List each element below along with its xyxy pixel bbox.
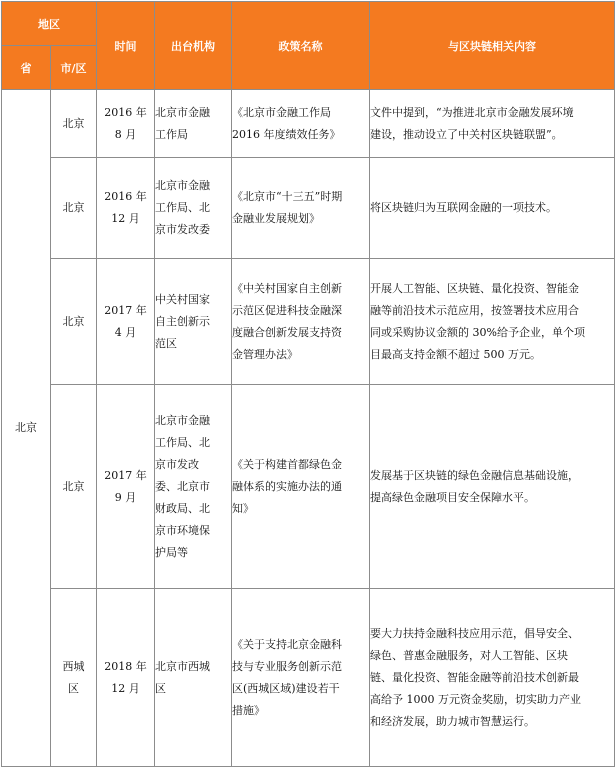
agency-text: 北京市金融 工作局、北 京市发改 委、北京市 财政局、北 京市环境保 护局等 [155,413,210,559]
agency-text: 中关村国家 自主创新示 范区 [155,292,210,350]
content-text: 开展人工智能、区块链、量化投资、智能金 融等前沿技术示范应用，按签署技术应用合 同或采购协议金额的 30%给予企业，单个项 目最高支持金额不超过 500 万元。 [370,281,585,361]
content-cell [370,90,615,158]
policy-text: 《北京市“十三五”时期 金融业发展规划》 [232,190,343,225]
time-text: 2018 年 12 月 [104,659,147,695]
policy-cell [232,385,370,589]
policy-text: 《中关村国家自主创新 示范区促进科技金融深 度融合创新发展支持资 金管理办法》 [232,281,342,361]
policy-text: 《关于支持北京金融科 技与专业服务创新示范 区(西城区域)建设若干 措施》 [232,637,342,717]
table-row [2,589,615,767]
content-text: 要大力扶持金融科技应用示范，倡导安全、 绿色、普惠金融服务，对人工智能、区块 链、量化投资、智能金融等前沿技术创新最 高给予 1000 万元资金奖励，切实助力产业 和经济发展，助力城市智慧运行。 [370,626,581,728]
header-row [2,2,615,46]
content-text: 文件中提到，“为推进北京市金融发展环境 建设，推动设立了中关村区块链联盟”。 [370,105,574,141]
city-cell: 北京 [51,385,97,589]
header-region: 地区 [2,2,97,46]
city-cell: 北京 [51,259,97,385]
header-city: 市/区 [51,46,97,90]
time-cell [97,385,155,589]
table-row [2,158,615,259]
content-cell [370,385,615,589]
time-cell [97,259,155,385]
time-cell [97,589,155,767]
agency-cell [155,385,232,589]
agency-cell [155,90,232,158]
header-province: 省 [2,46,51,90]
time-text: 2016 年 12 月 [104,190,147,225]
content-text: 发展基于区块链的绿色金融信息基础设施， 提高绿色金融项目安全保障水平。 [370,468,579,504]
agency-cell [155,589,232,767]
city-text: 西城 区 [62,659,85,695]
city-cell: 北京 [51,158,97,259]
policy-cell [232,589,370,767]
agency-text: 北京市金融 工作局 [155,105,210,141]
content-text: 将区块链归为互联网金融的一项技术。 [370,201,557,214]
header-agency: 出台机构 [155,2,232,90]
policy-cell [232,158,370,259]
agency-cell [155,158,232,259]
content-cell [370,158,615,259]
policy-table [1,1,615,767]
content-cell [370,589,615,767]
agency-cell [155,259,232,385]
policy-cell [232,90,370,158]
table-row [2,385,615,589]
agency-text: 北京市金融 工作局、北 京市发改委 [155,179,210,236]
city-cell [51,589,97,767]
policy-text: 《关于构建首都绿色金 融体系的实施办法的通 知》 [232,457,342,515]
header-time: 时间 [97,2,155,90]
time-cell [97,158,155,259]
city-cell: 北京 [51,90,97,158]
time-text: 2017 年 4 月 [104,303,147,339]
province-cell: 北京 [2,90,51,767]
header-policy-name: 政策名称 [232,2,370,90]
time-text: 2016 年 8 月 [104,105,147,141]
content-cell [370,259,615,385]
time-text: 2017 年 9 月 [104,468,147,504]
policy-text: 《北京市金融工作局 2016 年度绩效任务》 [232,105,341,141]
agency-text: 北京市西城 区 [155,659,210,695]
policy-cell [232,259,370,385]
table-row [2,259,615,385]
time-cell [97,90,155,158]
table-row [2,90,615,158]
header-related-content: 与区块链相关内容 [370,2,615,90]
